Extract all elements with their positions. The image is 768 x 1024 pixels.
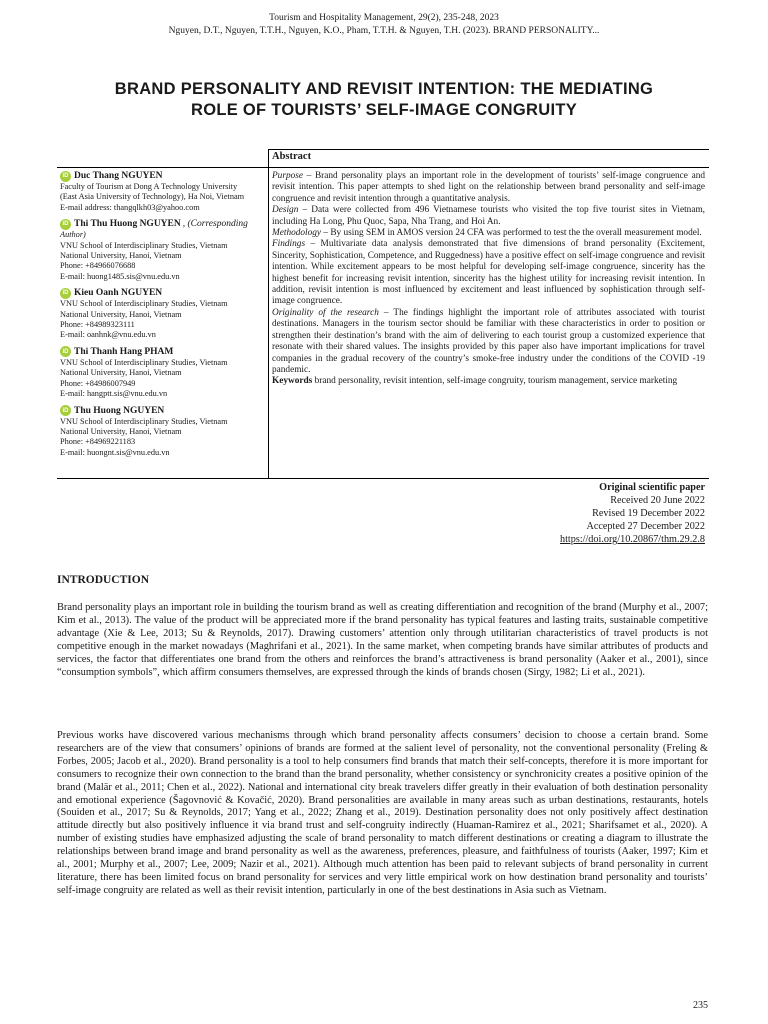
purpose-text: – Brand personality plays an important role in the development of tourists’ self-image congruence and revisit intention. This paper attempts to shed light on the relationship between brand personality and self-image congruence and revisit intention through a quantitative analysis. bbox=[272, 171, 705, 204]
author-name: Thu Huong NGUYEN bbox=[74, 405, 165, 416]
author-affiliation: VNU School of Interdisciplinary Studies, Vietnam bbox=[60, 416, 228, 426]
author-list bbox=[60, 170, 264, 463]
abstract-purpose bbox=[272, 171, 705, 205]
author-name-row bbox=[60, 405, 264, 417]
title-line-2: ROLE OF TOURISTS’ SELF-IMAGE CONGRUITY bbox=[190, 101, 578, 119]
orcid-icon[interactable]: iD bbox=[60, 405, 71, 416]
author-email: E-mail: huong1485.sis@vnu.edu.vn bbox=[60, 271, 180, 281]
abstract-body bbox=[272, 171, 705, 388]
received-date: Received 20 June 2022 bbox=[610, 495, 705, 506]
orcid-icon[interactable]: iD bbox=[60, 171, 71, 182]
intro-paragraph-2: Previous works have discovered various mechanisms through which brand personality affects consumers’ decision to choose a certain brand. Some researchers are of the view that consumers’ opinions of brands are formed at the salient level of personality, not the conventional personality (Freling & Forbes, 2005; Jacob et al., 2020). Brand personality is a tool to help consumers find brands that match their self-concepts, therefore it is more important for consumers to recognize their own connection to the brand than the brand personality, whether consistency or synchronicity creates a positive opinion of the brand (Malär et al., 2011; Chen et al., 2022). National and international city break travelers differ greatly in their evaluation of both destination personality and emotional experience (Šagovnović & Kovačić, 2020). Brand personalities are available in many areas such as urban destinations, restaurants, hotels (Souiden et al., 2017; Su & Reynolds, 2017; Yang et al., 2022; Zhang et al., 2019). Destination personality does not only positively affect destination attitude directly but also positively influence it via brand trust and self-congruity indirectly (Huaman-Ramirez et al., 2021; Sharifsamet et al., 2020). A number of existing studies have emphasized adjusting the scale of brand personality to match different destinations or creating a diagram to illustrate the relationships between brand image and brand personality as well as the awareness, preferences, pleasure, and faithfulness of tourists (Aaker, 1997; Kim et al., 2001; Murphy et al., 2007; Lee, 2009; Nazir et al., 2021). Although much attention has been paid to relevant subjects of brand personality in current literature, there has been limited focus on brand personality for services and very little empirical work on how destination brand personality and tourists’ self-image congruity are related as well as their revisit intention, particularly in one of the best destinations in Asia such as Vietnam. bbox=[57, 730, 708, 896]
keywords-text: brand personality, revisit intention, self-image congruity, tourism management, service marketing bbox=[312, 376, 678, 387]
orcid-icon[interactable]: iD bbox=[60, 288, 71, 299]
orcid-icon[interactable]: iD bbox=[60, 219, 71, 230]
author-name-row bbox=[60, 170, 264, 182]
revised-date: Revised 19 December 2022 bbox=[592, 508, 705, 519]
author-phone: Phone: +84986007949 bbox=[60, 378, 136, 388]
findings-label: Findings bbox=[272, 239, 306, 250]
author-2 bbox=[60, 218, 264, 282]
article-meta bbox=[560, 481, 705, 546]
journal-line: Tourism and Hospitality Management, 29(2), 235-248, 2023 bbox=[269, 13, 499, 23]
authors-top-rule bbox=[57, 167, 709, 168]
citation-line: Nguyen, D.T., Nguyen, T.T.H., Nguyen, K.O., Pham, T.T.H. & Nguyen, T.H. (2023). BRAND PERSONALITY... bbox=[168, 26, 600, 36]
author-4 bbox=[60, 346, 264, 400]
abstract-heading: Abstract bbox=[272, 151, 312, 162]
author-affiliation: (East Asia University of Technology), Ha Noi, Vietnam bbox=[60, 192, 245, 202]
abstract-keywords bbox=[272, 376, 705, 387]
author-name-row bbox=[60, 346, 264, 358]
author-email: E-mail: huongnt.sis@vnu.edu.vn bbox=[60, 447, 170, 457]
author-affiliation: VNU School of Interdisciplinary Studies, Vietnam bbox=[60, 357, 228, 367]
design-label: Design bbox=[272, 205, 299, 216]
methodology-label: Methodology bbox=[272, 228, 322, 239]
author-affiliation: National University, Hanoi, Vietnam bbox=[60, 426, 182, 436]
purpose-label: Purpose bbox=[272, 171, 303, 181]
accepted-date: Accepted 27 December 2022 bbox=[586, 521, 705, 532]
originality-text: – The findings highlight the important role of attributes associated with tourist destinations. Managers in the tourism sector should be familiar with these characteristics in order to position or strengthen their destination’s brand with the aim of delivering to each tourist group a customized experience that resonate with their shared values. The insights provided by this paper also have important implications for travel companies in the gradual recovery of the country’s smoke-free industry under the conditions of the COVID -19 pandemic. bbox=[272, 307, 705, 375]
author-name: Thi Thanh Hang PHAM bbox=[74, 346, 174, 357]
author-affiliation: National University, Hanoi, Vietnam bbox=[60, 368, 182, 378]
abstract-design bbox=[272, 205, 705, 228]
abstract-originality bbox=[272, 308, 705, 376]
author-email: E-mail: oanhnk@vnu.edu.vn bbox=[60, 330, 156, 340]
author-5 bbox=[60, 405, 264, 459]
methodology-text: – By using SEM in AMOS version 24 CFA was performed to test the the overall measurement model. bbox=[321, 228, 702, 239]
author-affiliation: National University, Hanoi, Vietnam bbox=[60, 251, 182, 261]
page-number: 235 bbox=[693, 1000, 708, 1011]
abstract-findings bbox=[272, 239, 705, 307]
author-3 bbox=[60, 287, 264, 341]
author-email: E-mail: hangptt.sis@vnu.edu.vn bbox=[60, 389, 168, 399]
author-role-cont: Author) bbox=[60, 230, 86, 240]
introduction-heading: INTRODUCTION bbox=[57, 574, 150, 586]
doi-link[interactable]: https://doi.org/10.20867/thm.29.2.8 bbox=[560, 534, 705, 545]
running-head bbox=[0, 12, 768, 38]
intro-paragraph-1: Brand personality plays an important role in building the tourism brand as well as creating differentiation and recognition of the brand (Murphy et al., 2007; Kim et al., 2013). The value of the product will be appreciated more if the brand personality has typical features and lasting traits, sustainable competitive advantage (Xie & Lee, 2013; Su & Reynolds, 2017). Drawing customers’ attention only through utilitarian characteristics of travel products is not competitive enough in the market nowadays (Maghrifani et al., 2021). In the same market, when competing brands have similar attributes of products and services, the factor that differentiates one brand from the others and reinforces the brand’s attractiveness is brand personality (Aaker et al., 2001), since “consumption symbols”, which affirm consumers themselves, are expressed through the kinds of brands chosen (Sirgy, 1982; Li et al., 2021). bbox=[57, 602, 708, 678]
abstract-methodology bbox=[272, 228, 705, 239]
title-line-1: BRAND PERSONALITY AND REVISIT INTENTION: THE MEDIATING bbox=[114, 80, 654, 98]
author-phone: Phone: +84989323111 bbox=[60, 320, 135, 330]
paper-title bbox=[60, 79, 708, 121]
author-phone: Phone: +84966076688 bbox=[60, 261, 136, 271]
author-role: , (Corresponding bbox=[182, 219, 248, 230]
author-email: E-mail address: thangqlkh03@yahoo.com bbox=[60, 202, 200, 212]
abstract-bottom-rule bbox=[57, 478, 709, 479]
author-affiliation: VNU School of Interdisciplinary Studies, Vietnam bbox=[60, 299, 228, 309]
author-affiliation: Faculty of Tourism at Dong A Technology University bbox=[60, 182, 238, 191]
author-phone: Phone: +84969221183 bbox=[60, 437, 136, 447]
abstract-top-rule bbox=[268, 149, 709, 150]
author-1 bbox=[60, 170, 264, 213]
findings-text: – Multivariate data analysis demonstrated that five dimensions of brand personality (Excitement, Sincerity, Sophistication, Competence, and Ruggedness) have a positive effect on self-image congruence and revisit intention. While excitement appears to be most helpful for developing self-image congruence, sincerity has the highest benefit for increasing revisit intention, sincerity has the highest utility for increasing revisit intention. In addition, revisit intention is most influenced by excitement and least influenced by sophistication through self-image congruence. bbox=[272, 239, 705, 307]
orcid-icon[interactable]: iD bbox=[60, 346, 71, 357]
author-name-row bbox=[60, 287, 264, 299]
paper-type: Original scientific paper bbox=[599, 482, 705, 493]
author-affiliation: National University, Hanoi, Vietnam bbox=[60, 309, 182, 319]
design-text: – Data were collected from 496 Vietnamese tourists who visited the top five tourist sites in Vietnam, including Ha Long, Phu Quoc, Sapa, Nha Trang, and Hoi An. bbox=[272, 205, 705, 227]
author-name: Kieu Oanh NGUYEN bbox=[74, 288, 163, 299]
column-divider bbox=[268, 149, 269, 479]
keywords-label: Keywords bbox=[272, 376, 313, 387]
author-affiliation: VNU School of Interdisciplinary Studies, Vietnam bbox=[60, 240, 228, 250]
author-name: Thi Thu Huong NGUYEN bbox=[74, 219, 181, 230]
originality-label: Originality of the research bbox=[272, 307, 379, 318]
author-name-row bbox=[60, 218, 264, 230]
author-name: Duc Thang NGUYEN bbox=[74, 171, 163, 181]
